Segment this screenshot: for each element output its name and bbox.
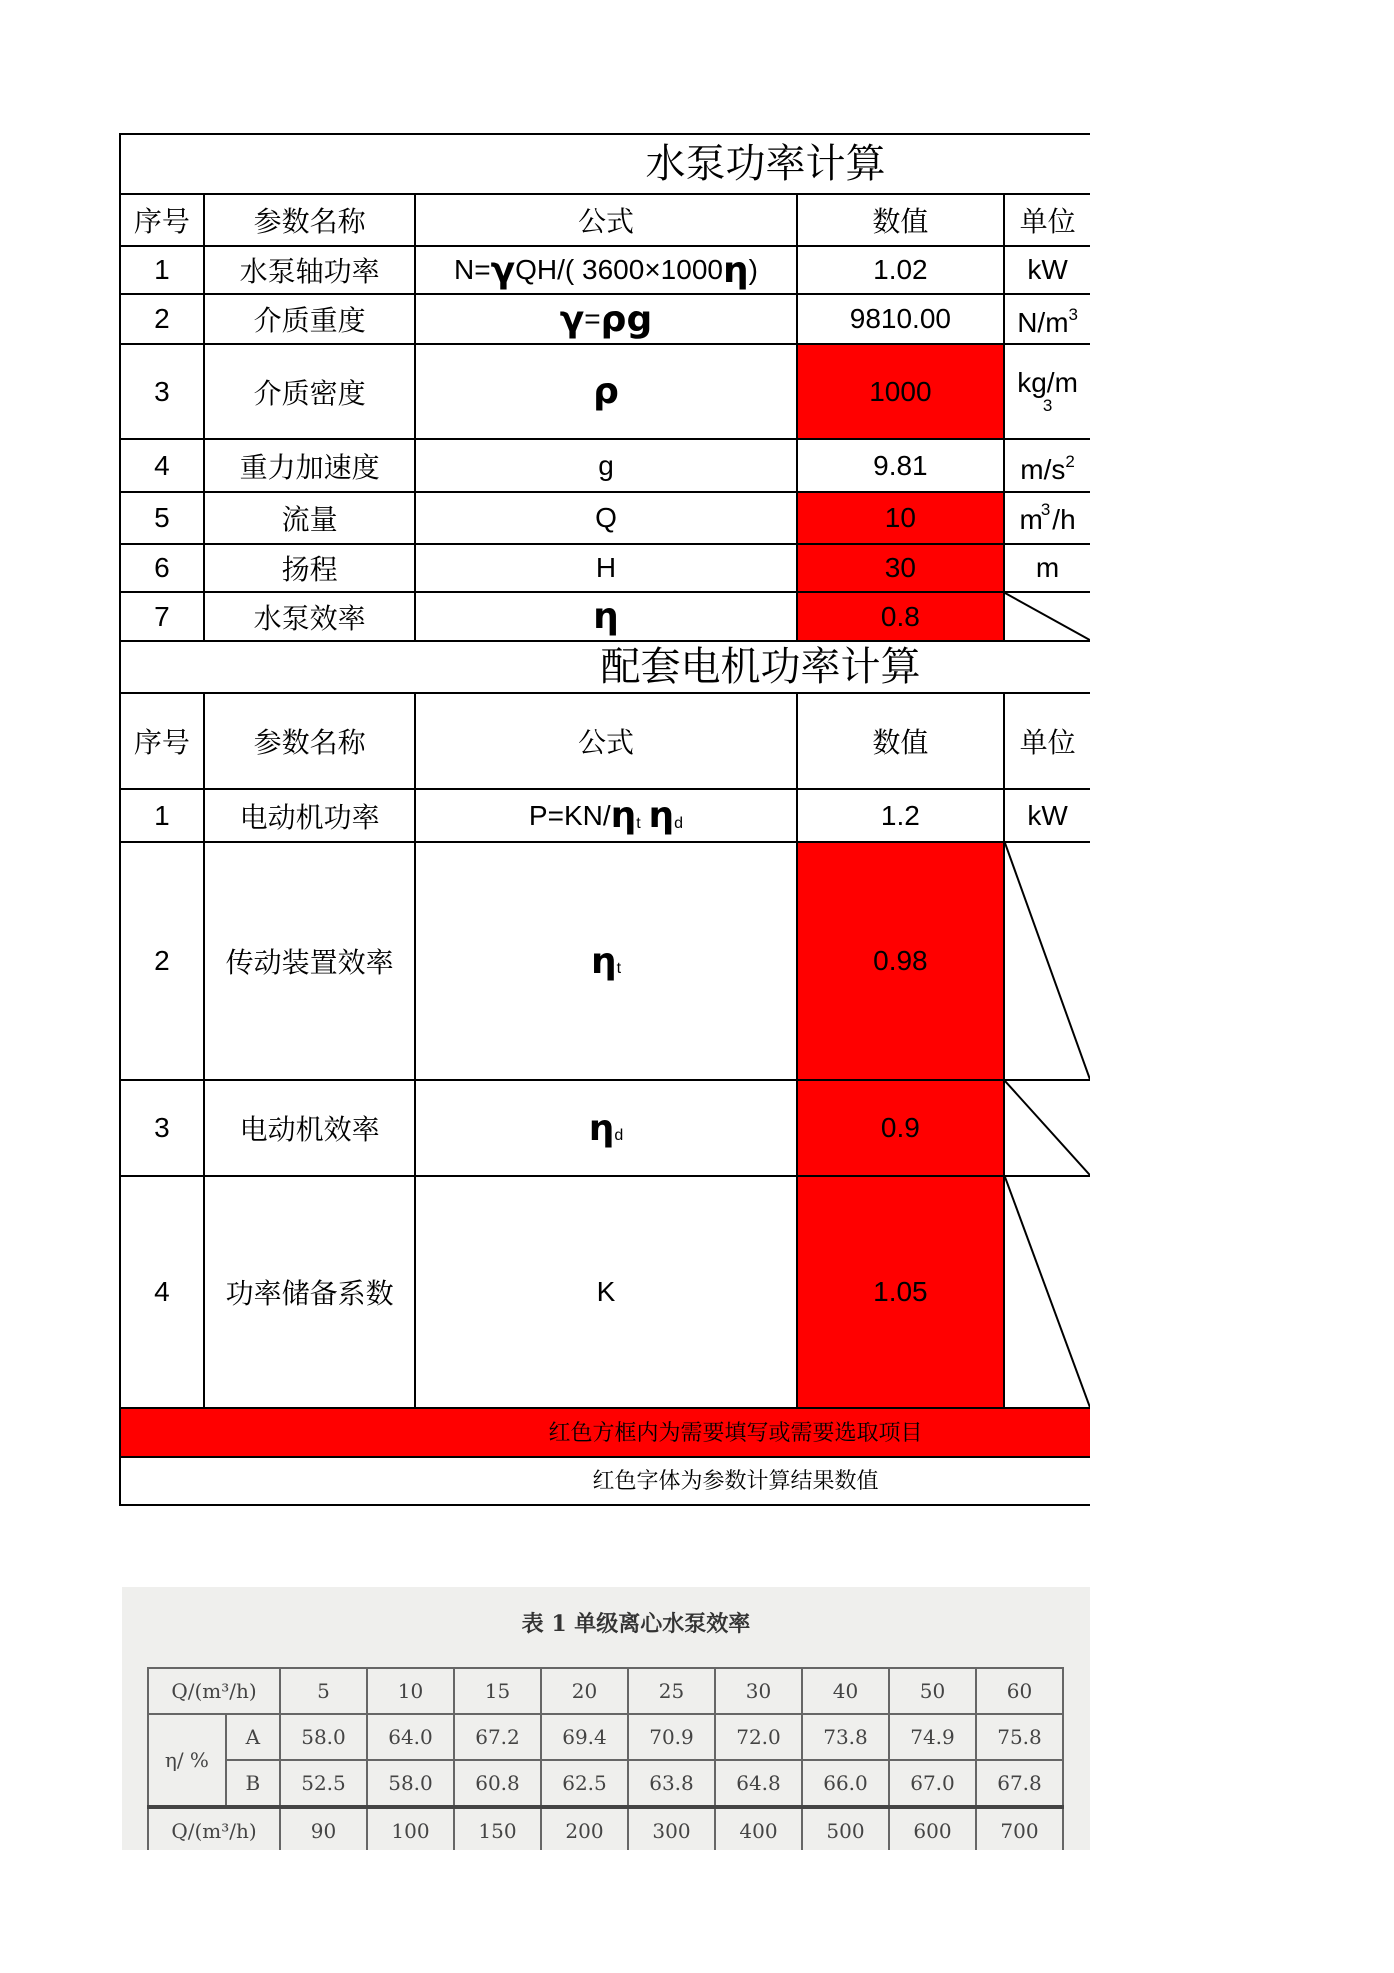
q-value: 100 xyxy=(367,1807,454,1850)
formula-shaft-power xyxy=(416,247,797,293)
eta-a-value: 72.0 xyxy=(715,1714,802,1760)
eta-b-value: 64.8 xyxy=(715,1760,802,1807)
calculation-sheet xyxy=(119,133,1090,1506)
pump-row-1 xyxy=(119,245,1090,293)
input-density[interactable]: 1000 xyxy=(798,345,1006,438)
input-pump-efficiency[interactable]: 0.8 xyxy=(798,593,1006,640)
q-value: 500 xyxy=(802,1807,889,1850)
q-value: 50 xyxy=(889,1668,976,1714)
formula-unit-weight xyxy=(416,295,797,343)
row-no: 3 xyxy=(121,345,205,438)
unit-cell: kW xyxy=(1027,254,1068,285)
motor-row-4 xyxy=(119,1175,1090,1407)
eta-symbol: η xyxy=(588,1107,615,1149)
value-cell: 1.2 xyxy=(798,790,1006,841)
eta-symbol: η xyxy=(590,940,617,982)
unit-cell xyxy=(1005,345,1090,438)
eta-b-value: 58.0 xyxy=(367,1760,454,1807)
pump-efficiency-reference-image xyxy=(122,1587,1090,1850)
header-value: 数值 xyxy=(798,195,1006,245)
unit-cell-empty xyxy=(1005,1081,1090,1175)
header-unit: 单位 xyxy=(1019,727,1076,758)
param-name: 水泵效率 xyxy=(205,593,417,640)
input-reserve-factor[interactable]: 1.05 xyxy=(798,1177,1006,1407)
pump-title: 水泵功率计算 xyxy=(645,142,886,186)
eta-a-value: 73.8 xyxy=(802,1714,889,1760)
eta-symbol: η xyxy=(593,596,619,637)
eta-a-value: 58.0 xyxy=(280,1714,367,1760)
subscript: d xyxy=(614,1127,624,1144)
q-value: 200 xyxy=(541,1807,628,1850)
diagonal-line xyxy=(1005,843,1090,1079)
param-name: 电动机功率 xyxy=(205,790,417,841)
reference-table xyxy=(147,1667,1064,1850)
unit-text: m/s xyxy=(1020,453,1066,485)
param-name: 流量 xyxy=(205,493,417,543)
input-motor-efficiency[interactable]: 0.9 xyxy=(798,1081,1006,1175)
motor-section-title xyxy=(119,640,1090,692)
row-no: 2 xyxy=(121,295,205,343)
diagonal-line xyxy=(1005,593,1090,640)
reference-q-row xyxy=(148,1668,1063,1714)
header-unit: 单位 xyxy=(1019,206,1076,237)
value-cell: 9810.00 xyxy=(798,295,1006,343)
formula-text: N= xyxy=(454,254,491,285)
eta-b-value: 67.0 xyxy=(889,1760,976,1807)
reference-table-title xyxy=(122,1607,1090,1638)
param-name: 介质重度 xyxy=(205,295,417,343)
q-label: Q/(m³/h) xyxy=(148,1807,280,1850)
row-no: 6 xyxy=(121,545,205,591)
header-no: 序号 xyxy=(121,694,205,788)
eta-symbol: η xyxy=(610,795,637,836)
formula-text: QH/( 3600 xyxy=(515,254,645,285)
param-name: 重力加速度 xyxy=(205,440,417,491)
header-name: 参数名称 xyxy=(205,694,417,788)
row-no: 7 xyxy=(121,593,205,640)
note-text: 红色方框内为需要填写或需要选取项目 xyxy=(548,1420,923,1445)
row-a-label: A xyxy=(226,1714,280,1760)
unit-text: kg/m xyxy=(1017,366,1078,398)
motor-row-1 xyxy=(119,788,1090,841)
eta-a-value: 75.8 xyxy=(976,1714,1063,1760)
header-formula: 公式 xyxy=(416,195,797,245)
motor-row-2 xyxy=(119,841,1090,1079)
q-value: 30 xyxy=(715,1668,802,1714)
times-symbol: × xyxy=(644,254,661,285)
header-no: 序号 xyxy=(121,195,205,245)
eta-a-value: 64.0 xyxy=(367,1714,454,1760)
header-value: 数值 xyxy=(798,694,1006,788)
pump-row-4 xyxy=(119,438,1090,491)
header-name: 参数名称 xyxy=(205,195,417,245)
eta-symbol: η xyxy=(722,249,749,291)
formula-motor-efficiency xyxy=(416,1081,797,1175)
eta-symbol: η xyxy=(648,795,675,836)
eta-a-value: 70.9 xyxy=(628,1714,715,1760)
row-no: 1 xyxy=(121,247,205,293)
eta-b-value: 66.0 xyxy=(802,1760,889,1807)
gamma-symbol: γ xyxy=(490,249,516,291)
formula-text: = xyxy=(584,303,601,334)
eta-b-value: 63.8 xyxy=(628,1760,715,1807)
eta-a-value: 74.9 xyxy=(889,1714,976,1760)
diagonal-line xyxy=(1005,1177,1090,1407)
row-b-label: B xyxy=(226,1760,280,1807)
note-text: 红色字体为参数计算结果数值 xyxy=(592,1468,879,1493)
param-name: 功率储备系数 xyxy=(205,1177,417,1407)
unit-exponent: 3 xyxy=(1068,305,1078,324)
eta-a-value: 67.2 xyxy=(454,1714,541,1760)
reference-a-row xyxy=(148,1714,1063,1760)
subscript: t xyxy=(636,814,641,832)
q-value: 400 xyxy=(715,1807,802,1850)
diagonal-line xyxy=(1005,1081,1090,1175)
q-label: Q/(m³/h) xyxy=(148,1668,280,1714)
param-name: 电动机效率 xyxy=(205,1081,417,1175)
subscript: d xyxy=(674,814,684,832)
unit-cell-empty xyxy=(1005,843,1090,1079)
input-transmission-efficiency[interactable]: 0.98 xyxy=(798,843,1006,1079)
reference-b-row xyxy=(148,1760,1063,1807)
unit-text: m xyxy=(1019,504,1043,535)
unit-cell: kW xyxy=(1027,799,1068,831)
motor-row-3 xyxy=(119,1079,1090,1175)
reference-title-text: 表 1 单级离心水泵效率 xyxy=(521,1611,751,1637)
subscript: t xyxy=(616,960,622,977)
q-value: 300 xyxy=(628,1807,715,1850)
q-value: 90 xyxy=(280,1807,367,1850)
unit-cell-empty xyxy=(1005,593,1090,640)
unit-cell xyxy=(1005,493,1090,543)
formula-pump-efficiency xyxy=(416,593,797,640)
param-name: 传动装置效率 xyxy=(205,843,417,1079)
q-value: 150 xyxy=(454,1807,541,1850)
row-no: 2 xyxy=(121,843,205,1079)
input-flow[interactable]: 10 xyxy=(798,493,1006,543)
unit-cell: m xyxy=(1035,552,1060,583)
q-value: 600 xyxy=(889,1807,976,1850)
header-formula: 公式 xyxy=(416,694,797,788)
q-value: 15 xyxy=(454,1668,541,1714)
q-value: 40 xyxy=(802,1668,889,1714)
param-name: 水泵轴功率 xyxy=(205,247,417,293)
unit-text: /h xyxy=(1052,504,1076,535)
formula-text: ) xyxy=(748,254,758,285)
pump-section-title xyxy=(119,133,1090,193)
unit-exponent: 3 xyxy=(1042,396,1053,416)
pump-row-6 xyxy=(119,543,1090,591)
param-name: 介质密度 xyxy=(205,345,417,438)
row-no: 5 xyxy=(121,493,205,543)
row-no: 4 xyxy=(121,440,205,491)
eta-b-value: 52.5 xyxy=(280,1760,367,1807)
eta-label: η/ % xyxy=(148,1714,226,1807)
reference-q-row-2 xyxy=(148,1807,1063,1850)
unit-exponent: 3 xyxy=(1040,500,1051,519)
q-value: 20 xyxy=(541,1668,628,1714)
formula-transmission-efficiency xyxy=(416,843,797,1079)
param-name: 扬程 xyxy=(205,545,417,591)
unit-cell-empty xyxy=(1005,1177,1090,1407)
formula-gravity: g xyxy=(416,440,797,491)
pump-row-7 xyxy=(119,591,1090,640)
formula-text: P=KN/ xyxy=(528,799,611,831)
q-value: 10 xyxy=(367,1668,454,1714)
formula-density xyxy=(416,345,797,438)
unit-exponent: 2 xyxy=(1065,451,1075,471)
eta-b-value: 67.8 xyxy=(976,1760,1063,1807)
note-result-font xyxy=(119,1456,1090,1506)
input-head[interactable]: 30 xyxy=(798,545,1006,591)
unit-cell xyxy=(1005,440,1090,491)
formula-motor-power xyxy=(416,790,797,841)
formula-reserve-factor: K xyxy=(416,1177,797,1407)
motor-header-row xyxy=(119,692,1090,788)
unit-text: N/m xyxy=(1017,307,1069,338)
row-no: 1 xyxy=(121,790,205,841)
unit-cell xyxy=(1005,295,1090,343)
formula-flow: Q xyxy=(416,493,797,543)
pump-header-row xyxy=(119,193,1090,245)
row-no: 3 xyxy=(121,1081,205,1175)
formula-head: H xyxy=(416,545,797,591)
eta-b-value: 60.8 xyxy=(454,1760,541,1807)
eta-b-value: 62.5 xyxy=(541,1760,628,1807)
q-value: 700 xyxy=(976,1807,1063,1850)
formula-text: g xyxy=(626,298,653,340)
gamma-symbol: γ xyxy=(559,298,585,340)
q-value: 60 xyxy=(976,1668,1063,1714)
pump-row-3 xyxy=(119,343,1090,438)
formula-text: 1000 xyxy=(660,254,723,285)
q-value: 5 xyxy=(280,1668,367,1714)
rho-symbol: ρ xyxy=(600,298,627,340)
value-cell: 1.02 xyxy=(798,247,1006,293)
rho-symbol: ρ xyxy=(593,371,619,412)
pump-row-2 xyxy=(119,293,1090,343)
q-value: 25 xyxy=(628,1668,715,1714)
eta-a-value: 69.4 xyxy=(541,1714,628,1760)
value-cell: 9.81 xyxy=(798,440,1006,491)
motor-title: 配套电机功率计算 xyxy=(600,645,921,689)
row-no: 4 xyxy=(121,1177,205,1407)
pump-row-5 xyxy=(119,491,1090,543)
note-input-cells xyxy=(119,1407,1090,1456)
